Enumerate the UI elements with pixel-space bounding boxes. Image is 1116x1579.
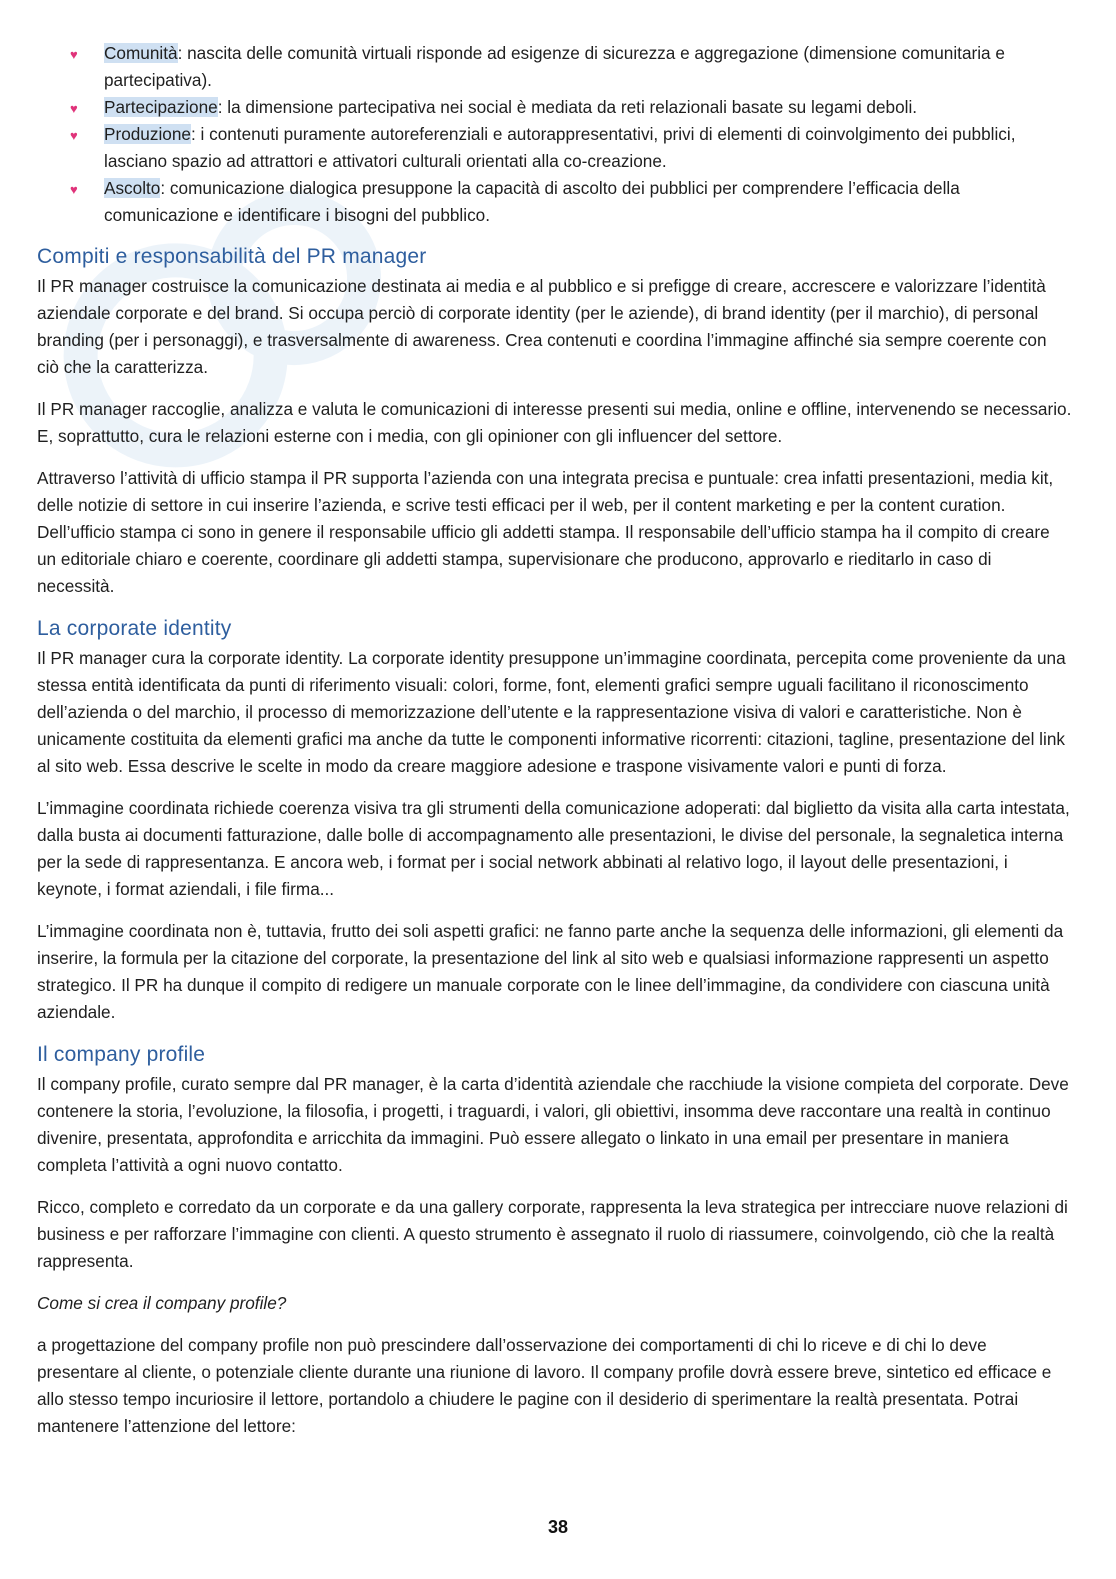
- paragraph: Il PR manager cura la corporate identity. La corporate identity presuppone un’immagine coordinata, percepita come proveniente da una stessa entità identificata da punti di riferimento visuali: colori, forme, font, elementi grafici sempre uguali facilitano il riconoscimento dell’azienda o del marchio, il processo di memorizzazione dell’utente e la rappresentazione visiva di valori e caratteristiche. Non è unicamente costituita da elementi grafici ma anche da tutte le componenti informative ricorrenti: citazioni, tagline, presentazione del link al sito web. Essa descrive le scelte in modo da creare maggiore adesione e traspone visivamente valori e punti di forza.: [37, 648, 1066, 776]
- section-heading: Compiti e responsabilità del PR manager: [37, 245, 427, 268]
- page-number: 38: [547, 1517, 569, 1537]
- heart-bullet-icon: ♥: [70, 101, 78, 116]
- heart-bullet-icon: ♥: [70, 47, 78, 62]
- paragraph: L’immagine coordinata non è, tuttavia, frutto dei soli aspetti grafici: ne fanno parte anche la sequenza delle informazioni, gli elementi da inserire, la formula per la citazione del corporate, la presentazione del link al sito web e qualsiasi informazione rappresenti un aspetto strategico. Il PR ha dunque il compito di redigere un manuale corporate con le linee dell’immagine, da condividere con ciascuna unità aziendale.: [37, 921, 1064, 1022]
- paragraph: L’immagine coordinata richiede coerenza visiva tra gli strumenti della comunicazione adoperati: dal biglietto da visita alla carta intestata, dalla busta ai documenti fatturazione, dalle bolle di accompagnamento alle presentazioni, le divise del personale, la segnaletica interna per la sede di rappresentanza. E ancora web, i format per i social network abbinati al relativo logo, il layout delle presentazioni, i keynote, i format aziendali, i file firma...: [37, 798, 1070, 899]
- list-item: [37, 175, 1073, 229]
- question-text: Come si crea il company profile?: [37, 1293, 287, 1313]
- section-heading: Il company profile: [37, 1043, 206, 1066]
- paragraph: Ricco, completo e corredato da un corporate e da una gallery corporate, rappresenta la leva strategica per intrecciare nuove relazioni di business e per rafforzare l’immagine con clienti. A questo strumento è assegnato il ruolo di riassumere, coinvolgendo, ciò che la realtà rappresenta.: [37, 1197, 1068, 1271]
- list-item: [37, 94, 1073, 121]
- paragraph: a progettazione del company profile non può prescindere dall’osservazione dei comportamenti di chi lo riceve e di chi lo deve presentare al cliente, o potenziale cliente durante una riunione di lavoro. Il company profile dovrà essere breve, sintetico ed efficace e allo stesso tempo incuriosire il lettore, portandolo a chiudere le pagine con il desiderio di sperimentare la realtà presentata. Potrai mantenere l’attenzione del lettore:: [37, 1335, 1052, 1436]
- heart-bullet-icon: ♥: [70, 128, 78, 143]
- document-page: [37, 40, 1073, 1455]
- heart-bullet-icon: ♥: [70, 182, 78, 197]
- paragraph: Il company profile, curato sempre dal PR manager, è la carta d’identità aziendale che racchiude la visione compieta del corporate. Deve contenere la storia, l’evoluzione, la filosofia, i progetti, i traguardi, i valori, gli obiettivi, insomma deve raccontare una realtà in continuo divenire, presentata, approfondita e arricchita da immagini. Può essere allegato o linkato in una email per presentare in maniera completa l’attività a ogni nuovo contatto.: [37, 1074, 1069, 1175]
- bullet-text: : i contenuti puramente autoreferenziali e autorappresentativi, privi di elementi di coinvolgimento dei pubblici, lasciano spazio ad attrattori e attivatori culturali orientati alla co-creazione.: [104, 124, 1016, 171]
- bullet-term: Partecipazione: [104, 97, 218, 117]
- bullet-text: : nascita delle comunità virtuali risponde ad esigenze di sicurezza e aggregazione (dimensione comunitaria e partecipativa).: [104, 43, 1005, 90]
- list-item: [37, 121, 1073, 175]
- paragraph: Il PR manager raccoglie, analizza e valuta le comunicazioni di interesse presenti sui media, online e offline, intervenendo se necessario. E, soprattutto, cura le relazioni esterne con i media, con gli opinioner con gli influencer del settore.: [37, 399, 1072, 446]
- bullet-list: [37, 40, 1073, 229]
- bullet-text: : comunicazione dialogica presuppone la capacità di ascolto dei pubblici per comprendere l’efficacia della comunicazione e identificare i bisogni del pubblico.: [104, 178, 960, 225]
- bullet-term: Ascolto: [104, 178, 161, 198]
- bullet-text: : la dimensione partecipativa nei social è mediata da reti relazionali basate su legami deboli.: [217, 97, 918, 117]
- paragraph: Il PR manager costruisce la comunicazione destinata ai media e al pubblico e si prefigge di creare, accrescere e valorizzare l’identità aziendale corporate e del brand. Si occupa perciò di corporate identity (per le aziende), di brand identity (per il marchio), di personal branding (per i personaggi), e trasversalmente di awareness. Crea contenuti e coordina l’immagine affinché sia sempre coerente con ciò che la caratterizza.: [37, 276, 1047, 377]
- section-heading: La corporate identity: [37, 617, 232, 640]
- bullet-term: Produzione: [104, 124, 191, 144]
- paragraph: Attraverso l’attività di ufficio stampa il PR supporta l’azienda con una integrata precisa e puntuale: crea infatti presentazioni, media kit, delle notizie di settore in cui inserire l’azienda, e scrive testi efficaci per il web, per il content marketing e per la content curation. Dell’ufficio stampa ci sono in genere il responsabile ufficio gli addetti stampa. Il responsabile dell’ufficio stampa ha il compito di creare un editoriale chiaro e coerente, coordinare gli addetti stampa, supervisionare che producono, approvarlo e rieditarlo in caso di necessità.: [37, 468, 1054, 596]
- list-item: [37, 40, 1073, 94]
- bullet-term: Comunità: [104, 43, 178, 63]
